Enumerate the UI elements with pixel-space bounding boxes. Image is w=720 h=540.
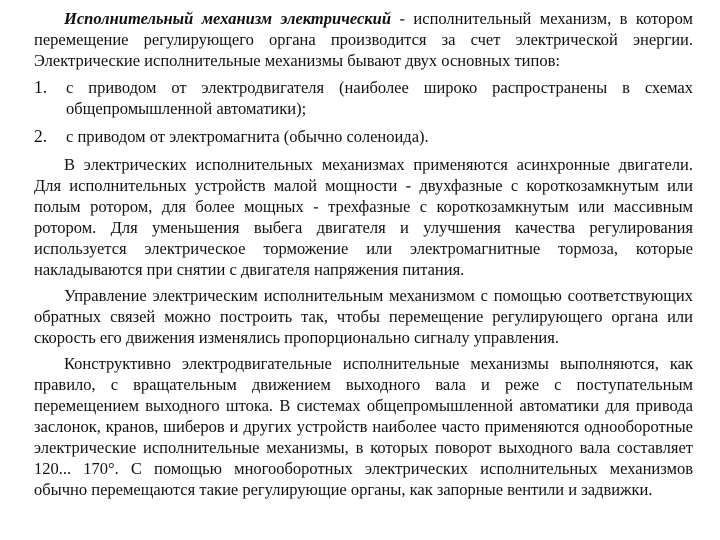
list-item	[34, 77, 693, 119]
body-paragraph: Конструктивно электродвигательные исполнительные механизмы выполняются, как правило, с вращательным движением выходного вала и реже с поступательным перемещением выходного штока. В системах общепромышленной автоматики для привода заслонок, кранов, шиберов и других устройств наиболее часто применяются однооборотные электрические исполнительные механизмы, в которых поворот выходного вала составляет 120... 170°. С помощью многооборотных электрических исполнительных механизмов обычно перемещаются такие регулирующие органы, как запорные вентили и задвижки.	[34, 354, 693, 499]
list-number: 2.	[34, 126, 48, 146]
intro-paragraph	[34, 8, 693, 71]
list-item	[34, 126, 693, 147]
document-page	[34, 8, 693, 505]
list-item-text: с приводом от электродвигателя (наиболее широко распространены в схемах общепромышленной автоматики);	[66, 78, 693, 118]
body-paragraph: Управление электрическим исполнительным механизмом с помощью соответствующих обратных связей можно построить так, чтобы перемещение регулирующего органа или скорость его движения изменялись пропорционально сигналу управления.	[34, 286, 693, 347]
list-item-text: с приводом от электромагнита (обычно соленоида).	[66, 127, 429, 146]
list-number: 1.	[34, 77, 48, 97]
defined-term: Исполнительный механизм электрический	[64, 9, 392, 28]
intro-text: - исполнительный механизм, в котором перемещение регулирующего органа производится за счет электрической энергии. Электрические исполнительные механизмы бывают двух основных типов:	[34, 9, 694, 70]
body-paragraph: В электрических исполнительных механизмах применяются асинхронные двигатели. Для исполнительных устройств малой мощности - двухфазные с короткозамкнутым или полым ротором, для более мощных - трехфазные с короткозамкнутым или массивным ротором. Для уменьшения выбега двигателя и улучшения качества регулирования используется электрическое торможение или электромагнитные тормоза, которые накладываются при снятии с двигателя напряжения питания.	[34, 155, 693, 279]
